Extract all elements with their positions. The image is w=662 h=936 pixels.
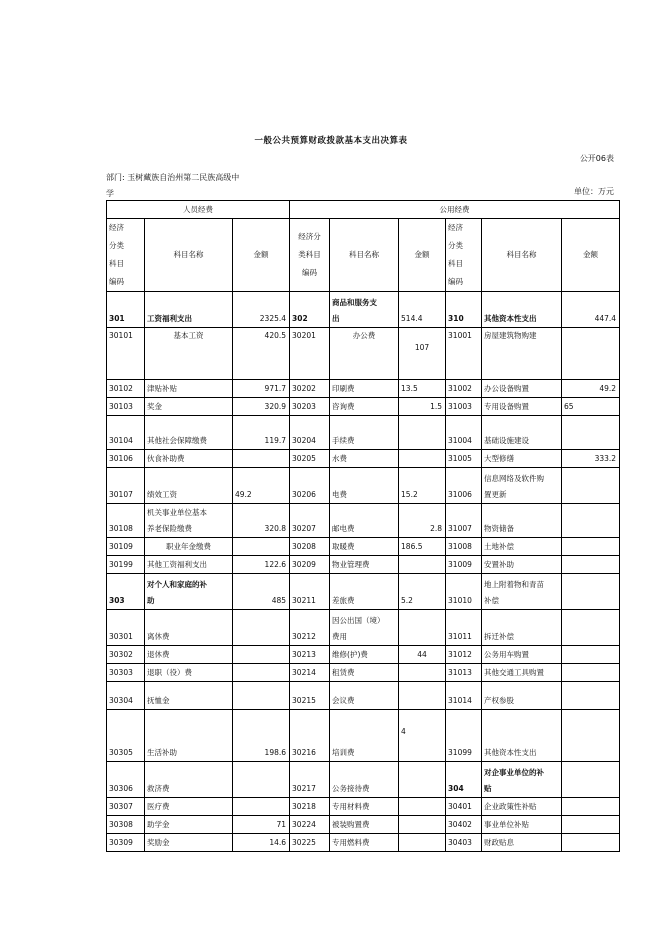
department-label <box>106 170 306 202</box>
table-row: 30304 抚恤金 30215 会议费 31014 产权参股 <box>107 682 620 710</box>
table-row: 30199 其他工资福利支出 122.6 30209 物业管理费 31009 安置补助 <box>107 556 620 574</box>
table-row: 30302 退休费 30213 维修(护)费 44 31012 公务用车购置 <box>107 646 620 664</box>
unit-label: 单位：万元 <box>574 187 614 196</box>
table-row: 303 对个人和家庭的补 助 485 30211 差旅费 5.2 31010 地上附着物和青苗 补偿 <box>107 574 620 610</box>
col-code-header-mid: 经济分 类科目 编码 <box>290 219 330 292</box>
group-public-header: 公用经费 <box>290 201 620 219</box>
table-row: 30103 奖金 320.9 30203 咨询费 1.5 31003 专用设备购置 65 <box>107 398 620 416</box>
table-row: 30303 退职（役）费 30214 租赁费 31013 其他交通工具购置 <box>107 664 620 682</box>
col-amount-header-right: 金额 <box>562 219 620 292</box>
table-row: 30108 机关事业单位基本 养老保险缴费 320.8 30207 邮电费 2.8 31007 物资储备 <box>107 504 620 538</box>
report-title: 一般公共预算财政拨款基本支出决算表 <box>254 136 408 146</box>
expenditure-table <box>106 200 620 852</box>
group-personnel-header: 人员经费 <box>107 201 290 219</box>
department-line-1: 部门: 玉树藏族自治州第二民族高级中 <box>106 173 240 182</box>
col-code-header-right: 经济 分类 科目 编码 <box>446 219 482 292</box>
department-line-2: 学 <box>106 189 114 198</box>
table-row: 30306 救济费 30217 公务接待费 304 对企事业单位的补 贴 <box>107 762 620 798</box>
table-row: 30301 离休费 30212 因公出国（境） 费用 31011 拆迁补偿 <box>107 610 620 646</box>
table-row: 30104 其他社会保障缴费 119.7 30204 手续费 31004 基础设施建设 <box>107 416 620 450</box>
col-amount-header-mid: 金额 <box>399 219 446 292</box>
table-row: 301 工资福利支出 2325.4 302 商品和服务支 出 514.4 310 其他资本性支出 447.4 <box>107 292 620 328</box>
table-row: 30309 奖励金 14.6 30225 专用燃料费 30403 财政贴息 <box>107 834 620 852</box>
col-name-header: 科目名称 <box>145 219 233 292</box>
table-row: 30106 伙食补助费 30205 水费 31005 大型修缮 333.2 <box>107 450 620 468</box>
table-row: 30109 职业年金缴费 30208 取暖费 186.5 31008 土地补偿 <box>107 538 620 556</box>
col-name-header-right: 科目名称 <box>482 219 562 292</box>
table-row: 30305 生活补助 198.6 30216 培训费 4 31099 其他资本性支出 <box>107 710 620 762</box>
form-number: 公开06表 <box>579 154 614 163</box>
col-amount-header: 金额 <box>233 219 290 292</box>
col-code-header: 经济 分类 科目 编码 <box>107 219 145 292</box>
table-row: 30101 基本工资 420.5 30201 办公费 107 31001 房屋建筑物购建 <box>107 328 620 380</box>
table-row: 30308 助学金 71 30224 被装购置费 30402 事业单位补贴 <box>107 816 620 834</box>
table-row: 30107 绩效工资 49.2 30206 电费 15.2 31006 信息网络及软件购 置更新 <box>107 468 620 504</box>
col-name-header-mid: 科目名称 <box>330 219 399 292</box>
table-row: 30307 医疗费 30218 专用材料费 30401 企业政策性补贴 <box>107 798 620 816</box>
table-row: 30102 津贴补贴 971.7 30202 印刷费 13.5 31002 办公设备购置 49.2 <box>107 380 620 398</box>
